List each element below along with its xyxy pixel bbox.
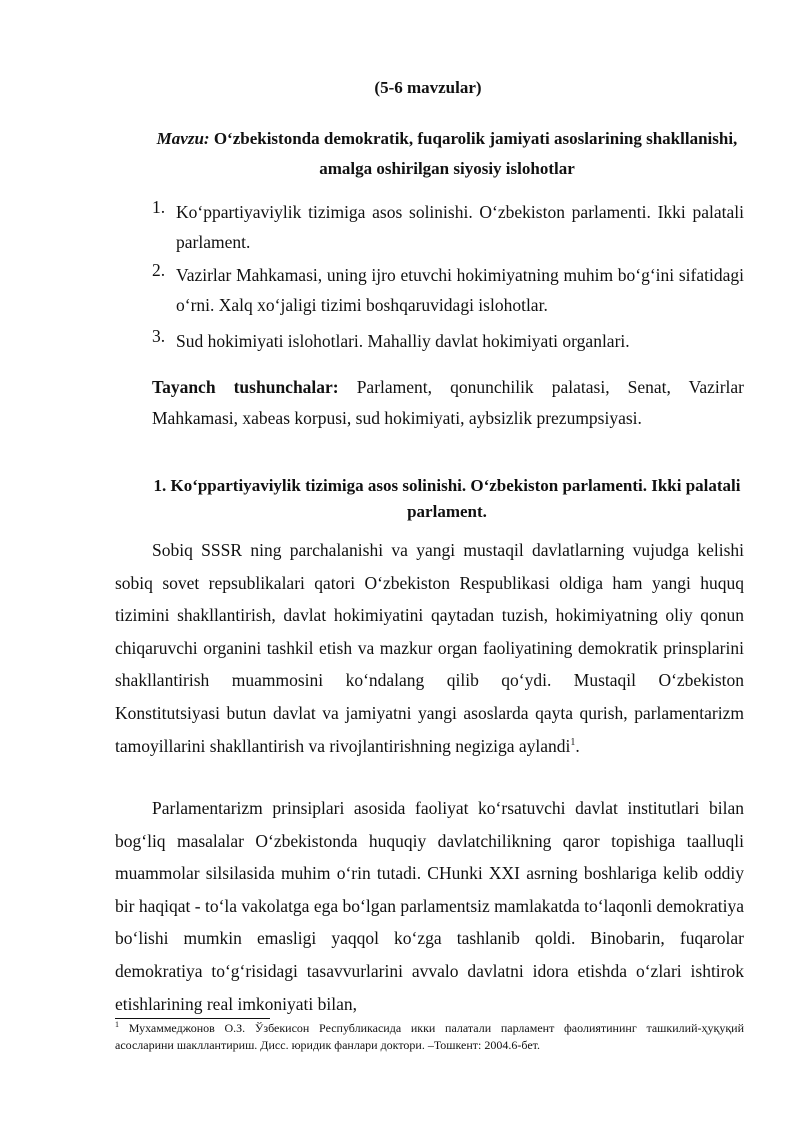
body-paragraph: [115, 792, 744, 1020]
footnote-reference[interactable]: 1: [570, 736, 576, 748]
plan-item: [152, 197, 744, 257]
plan-item: [152, 326, 744, 356]
footnote: [115, 1020, 744, 1054]
key-concepts: [152, 372, 744, 434]
plan-item-number: 1.: [152, 197, 166, 217]
plan-item: [152, 260, 744, 320]
topic-range: (5-6 mavzular): [374, 78, 482, 97]
key-concepts-label: Tayanch tushunchalar:: [152, 377, 339, 397]
plan-item-number: 2.: [152, 260, 166, 280]
paragraph-text: Sobiq SSSR ning parchalanishi va yangi mustaqil davlatlarning vujudga kelishi sobiq sovet repsublikalari qatori O‘zbekiston Respublikasi oldiga ham yangi huquq tizimini shakllantirish, davlat hokimiyatini qaytadan tuzish, hokimiyatning oliy qonun chiqaruvchi organini tashkil etish va mazkur organ faoliyatining demokratik prinsplarini shakllantirish muammosini ko‘ndalang qilib qo‘ydi. Mustaqil O‘zbekiston Konstitutsiyasi butun davlat va jamiyatni yangi asoslarda qayta qurish, parlamentarizm tamoyillarini shakllantirish va rivojlantirishning negiziga aylandi: [115, 540, 744, 756]
section-heading: 1. Ko‘ppartiyaviylik tizimiga asos solinishi. O‘zbekiston parlamenti. Ikki palatali parlament.: [153, 476, 741, 521]
plan-item-text: Vazirlar Mahkamasi, uning ijro etuvchi hokimiyatning muhim bo‘g‘ini sifatidagi o‘rni. Xalq xo‘jaligi tizimi boshqaruvidagi islohotlar.: [176, 265, 744, 315]
key-concepts-text: Parlament, qonunchilik palatasi, Senat, Vazirlar Mahkamasi, xabeas korpusi, sud hokimiyati, aybsizlik prezumpsiyasi.: [152, 377, 744, 428]
plan-item-text: Sud hokimiyati islohotlari. Mahalliy davlat hokimiyati organlari.: [176, 331, 630, 351]
paragraph-end: .: [575, 735, 580, 756]
topic-title-block: [150, 124, 744, 184]
topic-label: Mavzu:: [156, 129, 210, 148]
plan-item-number: 3.: [152, 326, 166, 346]
paragraph-text: Parlamentarizm prinsiplari asosida faoliyat ko‘rsatuvchi davlat institutlari bilan bog‘liq masalalar O‘zbekistonda huquqiy davlatchilikning qaror topishiga taalluqli muammolar silsilasida muhim o‘rin tutadi. CHunki XXI asrning boshlariga kelib oddiy bir haqiqat - to‘la vakolatga ega bo‘lgan parlamentsiz mamlakatda to‘laqonli demokratiya bo‘lishi mumkin emasligi yaqqol ko‘zga tashlanib qoldi. Binobarin, fuqarolar demokratiya to‘g‘risidagi tasavvurlarini avvalo davlatni idora etishda o‘zlari ishtirok etishlarining real imkoniyati bilan,: [115, 798, 744, 1014]
footnote-mark: 1: [115, 1020, 119, 1029]
footnote-separator: [115, 1018, 270, 1019]
topic-title: O‘zbekistonda demokratik, fuqarolik jamiyati asoslarining shakllanishi, amalga oshirilgan siyosiy islohotlar: [213, 129, 738, 178]
body-paragraph: [115, 534, 744, 762]
plan-item-text: Ko‘ppartiyaviylik tizimiga asos solinishi. O‘zbekiston parlamenti. Ikki palatali parlament.: [176, 202, 744, 252]
footnote-text: Мухаммеджонов О.З. Ўзбекисон Республикасида икки палатали парламент фаолиятининг ташкилий-ҳуқуқий асосларини шакллантириш. Дисс. юридик фанлари доктори. –Тошкент: 2004.6-бет.: [115, 1021, 744, 1052]
